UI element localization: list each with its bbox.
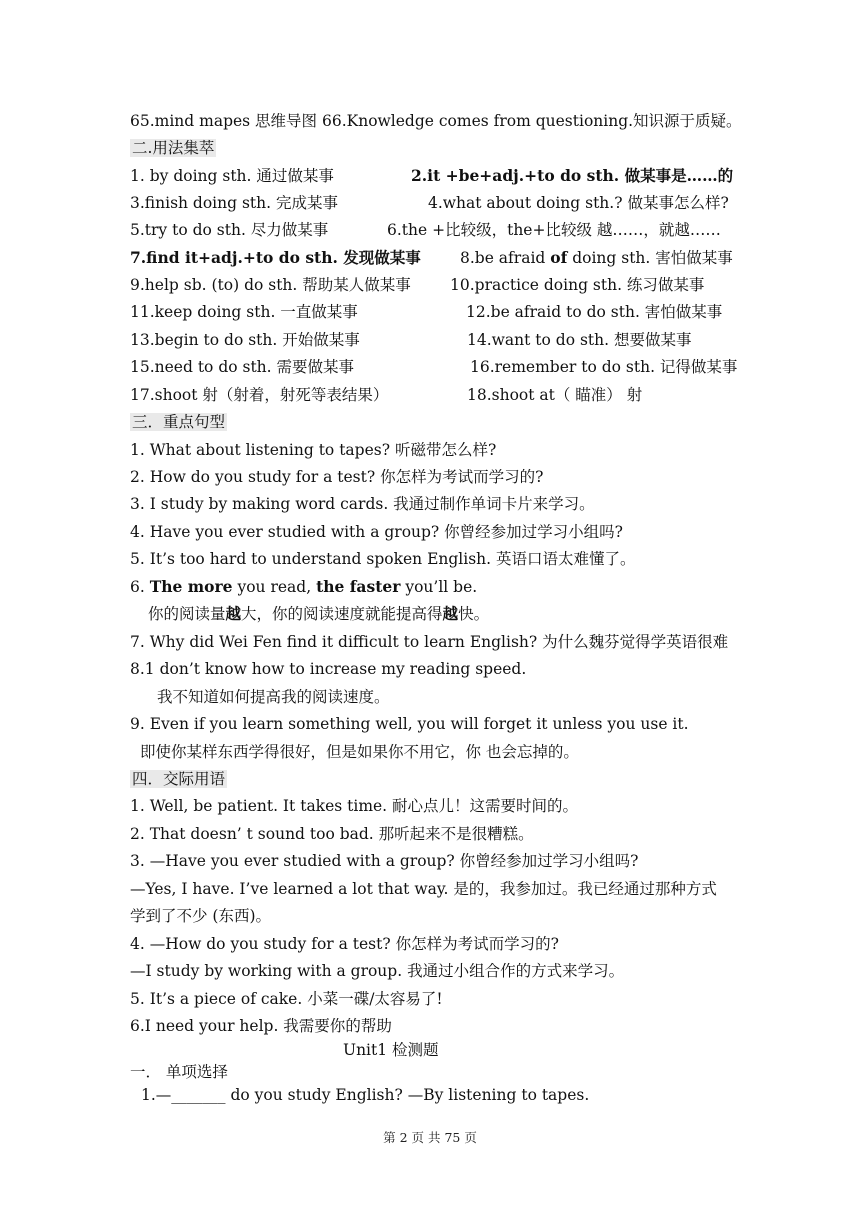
usage-item: 10.practice doing sth. 练习做某事 xyxy=(450,276,705,294)
sentence-item: 3. I study by making word cards. 我通过制作单词卡片来学习。 xyxy=(130,495,595,513)
question-item: 1.—_______ do you study English? —By listening to tapes. xyxy=(141,1086,590,1104)
sentence-item: 8.1 don’t know how to increase my reading speed. xyxy=(130,660,527,678)
section-title: 二.用法集萃 xyxy=(132,139,215,157)
phrase-item: 1. Well, be patient. It takes time. 耐心点儿！这需要时间的。 xyxy=(130,797,579,815)
vocab-line: 65.mind mapes 思维导图 66.Knowledge comes from questioning.知识源于质疑。 xyxy=(130,112,742,130)
usage-item: 14.want to do sth. 想要做某事 xyxy=(467,331,692,349)
section-title: 三．重点句型 xyxy=(132,413,226,431)
sentence-item: 7. Why did Wei Fen find it difficult to learn English? 为什么魏芬觉得学英语很难 xyxy=(130,633,729,651)
usage-item: 16.remember to do sth. 记得做某事 xyxy=(470,358,738,376)
sentence-item: 4. Have you ever studied with a group? 你曾经参加过学习小组吗? xyxy=(130,523,623,541)
sentence-translation: 即使你某样东西学得很好，但是如果你不用它，你 也会忘掉的。 xyxy=(140,743,579,761)
section-title: 四．交际用语 xyxy=(132,770,226,788)
sentence-item xyxy=(130,576,477,598)
sentence-text: 大，你的阅读速度就能提高得 xyxy=(241,605,443,623)
usage-item: 11.keep doing sth. 一直做某事 xyxy=(130,303,358,321)
sentence-emphasis: 越 xyxy=(225,604,242,623)
phrase-answer: 学到了不少 (东西)。 xyxy=(130,907,272,925)
section-heading xyxy=(130,768,227,790)
sentence-text: 快。 xyxy=(458,605,490,623)
phrase-item: 4. —How do you study for a test? 你怎样为考试而学习的? xyxy=(130,935,559,953)
sentence-text: 6. xyxy=(130,578,150,596)
usage-emphasis: of xyxy=(550,248,568,267)
sentence-item: 2. How do you study for a test? 你怎样为考试而学习的? xyxy=(130,468,544,486)
sentence-emphasis: 越 xyxy=(442,604,459,623)
phrase-item: 2. That doesn’ t sound too bad. 那听起来不是很糟糕。 xyxy=(130,825,534,843)
usage-item: 15.need to do sth. 需要做某事 xyxy=(130,358,355,376)
usage-item: 12.be afraid to do sth. 害怕做某事 xyxy=(466,303,723,321)
phrase-answer: —Yes, I have. I’ve learned a lot that way. 是的，我参加过。我已经通过那种方式 xyxy=(130,880,717,898)
sentence-translation: 我不知道如何提高我的阅读速度。 xyxy=(157,688,390,706)
sentence-text: 你的阅读量 xyxy=(148,605,226,623)
phrase-item: 3. —Have you ever studied with a group? 你曾经参加过学习小组吗? xyxy=(130,852,639,870)
sentence-emphasis: the faster xyxy=(316,577,401,596)
section-heading xyxy=(130,411,227,433)
usage-item: 2.it +be+adj.+to do sth. 做某事是……的 xyxy=(411,166,734,185)
usage-item: 5.try to do sth. 尽力做某事 xyxy=(130,221,329,239)
usage-item: 3.finish doing sth. 完成某事 xyxy=(130,194,338,212)
usage-item: 13.begin to do sth. 开始做某事 xyxy=(130,331,360,349)
usage-text: 8.be afraid xyxy=(460,249,551,267)
sentence-item: 5. It’s too hard to understand spoken English. 英语口语太难懂了。 xyxy=(130,550,636,568)
sentence-text: you’ll be. xyxy=(400,578,478,596)
usage-item: 6.the +比较级，the+比较级 越……，就越…… xyxy=(387,221,721,239)
usage-item: 4.what about doing sth.? 做某事怎么样? xyxy=(428,194,729,212)
sentence-item: 9. Even if you learn something well, you will forget it unless you use it. xyxy=(130,715,689,733)
usage-item: 17.shoot 射（射着，射死等表结果） xyxy=(130,386,389,404)
page-footer: 第 2 页 共 75 页 xyxy=(383,1130,477,1145)
phrase-item: 6.I need your help. 我需要你的帮助 xyxy=(130,1017,392,1035)
phrase-item: 5. It’s a piece of cake. 小菜一碟/太容易了! xyxy=(130,990,443,1008)
usage-item: 7.find it+adj.+to do sth. 发现做某事 xyxy=(130,248,421,267)
usage-item: 1. by doing sth. 通过做某事 xyxy=(130,167,334,185)
sentence-item: 1. What about listening to tapes? 听磁带怎么样? xyxy=(130,441,497,459)
test-section-heading: 一． 单项选择 xyxy=(130,1063,228,1081)
sentence-emphasis: The more xyxy=(149,577,233,596)
usage-text: doing sth. 害怕做某事 xyxy=(567,249,733,267)
usage-item: 9.help sb. (to) do sth. 帮助某人做某事 xyxy=(130,276,411,294)
usage-item xyxy=(460,247,733,269)
test-title: Unit1 检测题 xyxy=(343,1041,439,1059)
phrase-answer: —I study by working with a group. 我通过小组合作的方式来学习。 xyxy=(130,962,625,980)
usage-item: 18.shoot at（ 瞄准） 射 xyxy=(467,386,643,404)
sentence-translation xyxy=(148,603,489,625)
section-heading xyxy=(130,137,216,159)
sentence-text: you read, xyxy=(232,578,317,596)
